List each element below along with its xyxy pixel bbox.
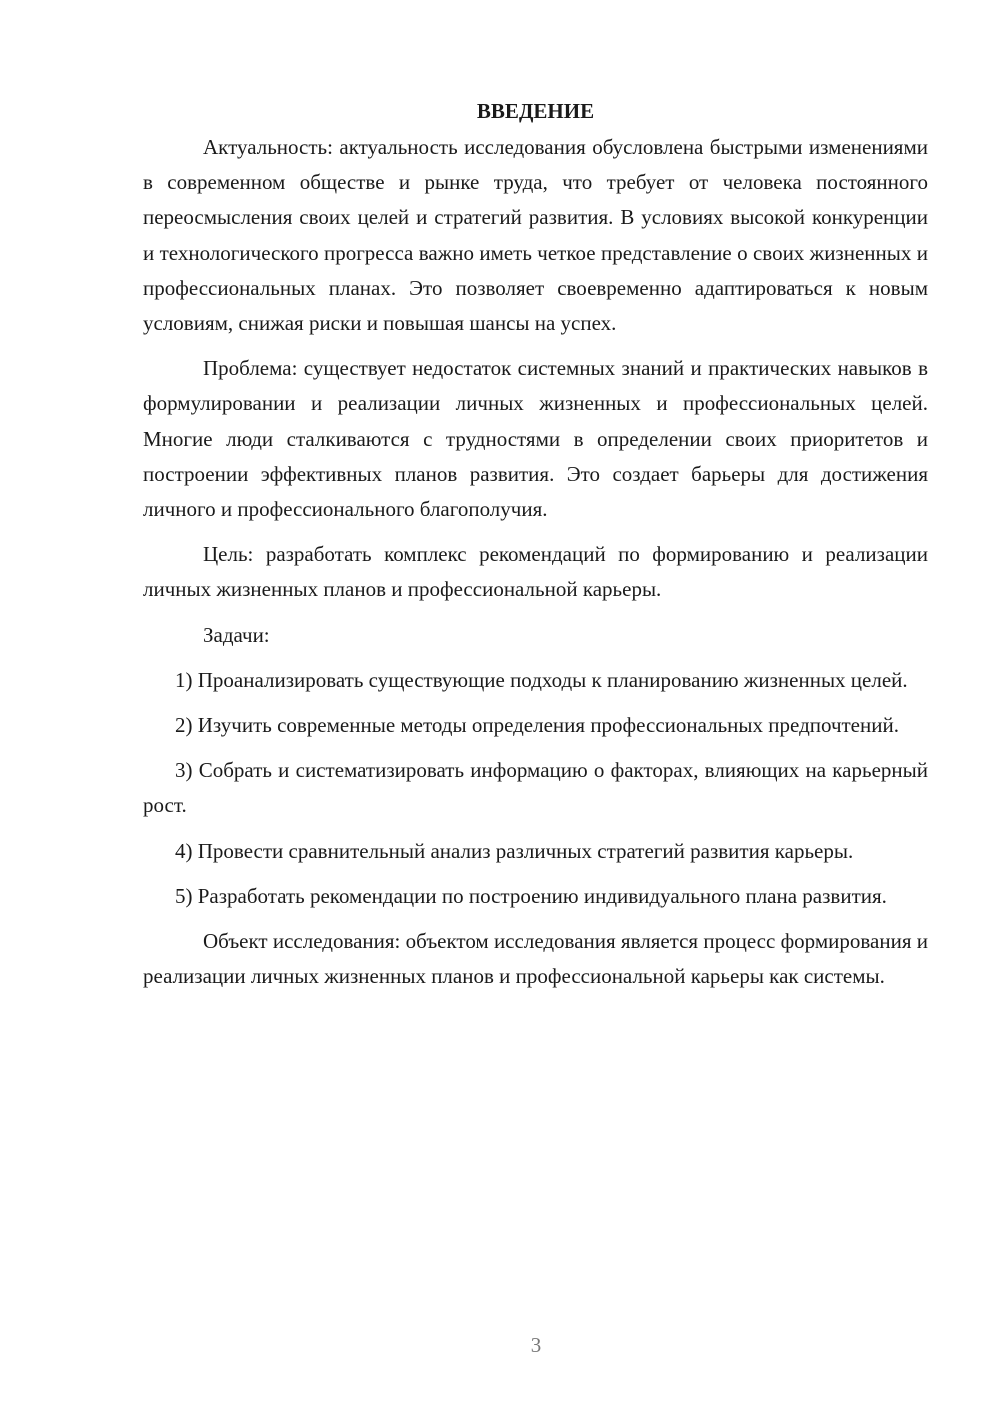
task-item-3: 3) Собрать и систематизировать информацию о факторах, влияющих на карьерный рост. xyxy=(143,758,928,818)
tasks-heading: Задачи: xyxy=(203,622,270,647)
paragraph-object: Объект исследования: объектом исследования является процесс формирования и реализации личных жизненных планов и профессиональной карьеры как системы. xyxy=(143,929,928,989)
section-title: ВВЕДЕНИЕ xyxy=(476,99,595,123)
page-number: 3 xyxy=(530,1333,542,1357)
paragraph-relevance: Актуальность: актуальность исследования обусловлена быстрыми изменениями в современном обществе и рынке труда, что требует от человека постоянного переосмысления своих целей и стратегий развития. В условиях высокой конкуренции и технологического прогресса важно иметь четкое представление о своих жизненных и профессиональных планах. Это позволяет своевременно адаптироваться к новым условиям, снижая риски и повышая шансы на успех. xyxy=(143,135,928,336)
task-item-1: 1) Проанализировать существующие подходы к планированию жизненных целей. xyxy=(175,667,908,692)
paragraph-goal: Цель: разработать комплекс рекомендаций по формированию и реализации личных жизненных планов и профессиональной карьеры. xyxy=(143,542,928,602)
task-item-5: 5) Разработать рекомендации по построению индивидуального плана развития. xyxy=(175,883,887,908)
document-page xyxy=(143,96,928,994)
task-item-4: 4) Провести сравнительный анализ различных стратегий развития карьеры. xyxy=(175,838,854,863)
paragraph-problem: Проблема: существует недостаток системных знаний и практических навыков в формулировании и реализации личных жизненных и профессиональных целей. Многие люди сталкиваются с трудностями в определении своих приоритетов и построении эффективных планов развития. Это создает барьеры для достижения личного и профессионального благополучия. xyxy=(143,356,928,522)
task-item-2: 2) Изучить современные методы определения профессиональных предпочтений. xyxy=(175,713,899,738)
